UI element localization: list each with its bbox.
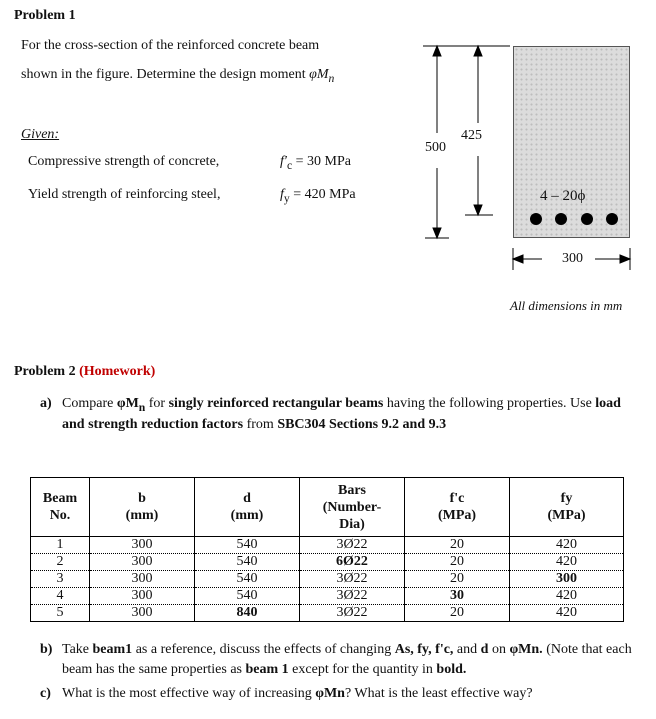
header-line: (mm) xyxy=(230,508,264,523)
qa-phi-mn: φM xyxy=(116,396,139,411)
header-d xyxy=(195,478,300,537)
header-beam-no xyxy=(31,478,90,537)
rebar-2-icon xyxy=(555,213,567,225)
qb-part: as a reference, discuss the effects of changing xyxy=(132,642,395,657)
table-cell: 840 xyxy=(195,605,300,622)
table-cell: 3Ø22 xyxy=(300,588,405,605)
question-b xyxy=(40,640,650,680)
table-row xyxy=(31,537,624,554)
header-line: f'c xyxy=(449,491,465,506)
qb-part: on xyxy=(488,642,510,657)
table-cell: 420 xyxy=(510,605,624,622)
question-c-text xyxy=(62,685,650,702)
header-b xyxy=(90,478,195,537)
dimension-500: 500 xyxy=(425,140,446,155)
header-line: No. xyxy=(49,508,71,523)
table-cell: 3Ø22 xyxy=(300,605,405,622)
header-line: fy xyxy=(560,491,573,506)
table-row xyxy=(31,571,624,588)
qa-part: for xyxy=(145,396,169,411)
qa-part: Compare xyxy=(62,396,117,411)
rebar-1-icon xyxy=(530,213,542,225)
table-row xyxy=(31,605,624,622)
beam-properties-table xyxy=(30,477,624,622)
qb-part: (Note that each beam has the same properties as xyxy=(62,642,632,677)
table-cell: 20 xyxy=(405,571,510,588)
qb-part: except for the quantity in xyxy=(288,662,437,677)
table-cell: 420 xyxy=(510,537,624,554)
header-line: Bars xyxy=(338,482,366,498)
given-concrete-label: Compressive strength of concrete, xyxy=(28,154,220,169)
dimension-425: 425 xyxy=(461,128,482,143)
table-cell: 420 xyxy=(510,554,624,571)
fc-value: = 30 MPa xyxy=(292,154,351,169)
problem1-text-line2 xyxy=(21,60,391,93)
table-cell: 30 xyxy=(405,588,510,605)
header-line: Dia) xyxy=(339,516,365,532)
fy-subscript: y xyxy=(283,191,290,205)
problem1-text-line2-body: shown in the figure. Determine the design moment xyxy=(21,67,310,82)
design-moment-subscript: n xyxy=(328,71,335,85)
header-line: Beam xyxy=(42,491,78,506)
fc-subscript: c xyxy=(286,158,293,172)
problem1-text-line1: For the cross-section of the reinforced concrete beam xyxy=(21,38,320,53)
qb-bold: beam1 xyxy=(92,642,133,657)
qc-part: What is the most effective way of increasing xyxy=(62,686,316,701)
qa-bold-sbc: SBC304 Sections 9.2 and 9.3 xyxy=(277,416,447,432)
given-concrete-value xyxy=(280,154,351,172)
given-steel-value xyxy=(280,187,356,205)
qc-part: ? What is the least effective way? xyxy=(344,686,533,701)
header-line: b xyxy=(138,491,146,506)
dimension-300: 300 xyxy=(562,251,583,266)
question-c xyxy=(40,685,650,702)
given-steel-label: Yield strength of reinforcing steel, xyxy=(28,187,221,202)
table-cell: 300 xyxy=(510,571,624,588)
table-cell: 540 xyxy=(195,537,300,554)
rebar-3-icon xyxy=(581,213,593,225)
header-line: (mm) xyxy=(125,508,159,523)
qa-bold-beams: singly reinforced rectangular beams xyxy=(168,396,384,411)
header-fy xyxy=(510,478,624,537)
given-label: Given: xyxy=(21,127,60,142)
table-cell: 420 xyxy=(510,588,624,605)
problem2-title xyxy=(14,364,155,380)
question-b-label: b) xyxy=(40,642,53,657)
table-cell: 20 xyxy=(405,537,510,554)
qa-part: having the following properties. Use xyxy=(383,396,596,411)
qb-bold: d xyxy=(480,642,489,657)
question-c-label: c) xyxy=(40,686,51,701)
header-line: (MPa) xyxy=(547,508,586,523)
rebar-4-icon xyxy=(606,213,618,225)
homework-tag: (Homework) xyxy=(79,364,156,379)
beam-cross-section xyxy=(513,46,630,238)
question-a-text xyxy=(62,395,640,433)
question-b-text xyxy=(62,640,650,680)
table-cell: 300 xyxy=(90,588,195,605)
table-cell: 5 xyxy=(31,605,90,622)
table-cell: 3Ø22 xyxy=(300,571,405,588)
table-cell: 2 xyxy=(31,554,90,571)
table-cell: 540 xyxy=(195,554,300,571)
qb-bold: beam 1 xyxy=(245,662,289,677)
fy-symbol: f xyxy=(280,187,284,202)
qb-part: and xyxy=(453,642,481,657)
table-header-row xyxy=(31,478,624,537)
question-a-label: a) xyxy=(40,396,52,411)
header-bars xyxy=(300,478,405,537)
qb-bold: φMn. xyxy=(509,642,543,657)
table-row xyxy=(31,554,624,571)
problem1-title: Problem 1 xyxy=(14,8,76,23)
table-cell: 300 xyxy=(90,537,195,554)
dimensions-note: All dimensions in mm xyxy=(510,298,623,313)
table-cell: 3 xyxy=(31,571,90,588)
qa-part: from xyxy=(243,416,278,432)
table-cell: 300 xyxy=(90,571,195,588)
table-cell: 6Ø22 xyxy=(300,554,405,571)
qb-bold: As, fy, f'c, xyxy=(394,642,454,657)
qb-bold: bold. xyxy=(436,662,467,677)
table-cell: 3Ø22 xyxy=(300,537,405,554)
table-cell: 540 xyxy=(195,571,300,588)
table-cell: 20 xyxy=(405,554,510,571)
design-moment-symbol: φM xyxy=(309,67,329,82)
table-cell: 300 xyxy=(90,554,195,571)
question-a xyxy=(40,395,640,433)
table-body xyxy=(31,537,624,622)
fc-symbol: f′ xyxy=(280,154,287,169)
table-cell: 540 xyxy=(195,588,300,605)
qa-phi-mn-sub: n xyxy=(138,400,146,414)
table-cell: 4 xyxy=(31,588,90,605)
table-cell: 1 xyxy=(31,537,90,554)
header-line: d xyxy=(243,491,251,506)
fy-value: = 420 MPa xyxy=(289,187,356,202)
qa-bold-factors: load and strength reduction factors xyxy=(62,396,621,432)
qc-bold: φMn xyxy=(315,686,345,701)
bars-label: 4 – 20ϕ xyxy=(540,188,586,204)
header-line: (Number- xyxy=(322,499,382,515)
problem2-title-text: Problem 2 xyxy=(14,364,80,379)
header-line: (MPa) xyxy=(437,508,477,523)
table-row xyxy=(31,588,624,605)
table-cell: 300 xyxy=(90,605,195,622)
header-fc xyxy=(405,478,510,537)
qb-part: Take xyxy=(62,642,93,657)
table-cell: 20 xyxy=(405,605,510,622)
